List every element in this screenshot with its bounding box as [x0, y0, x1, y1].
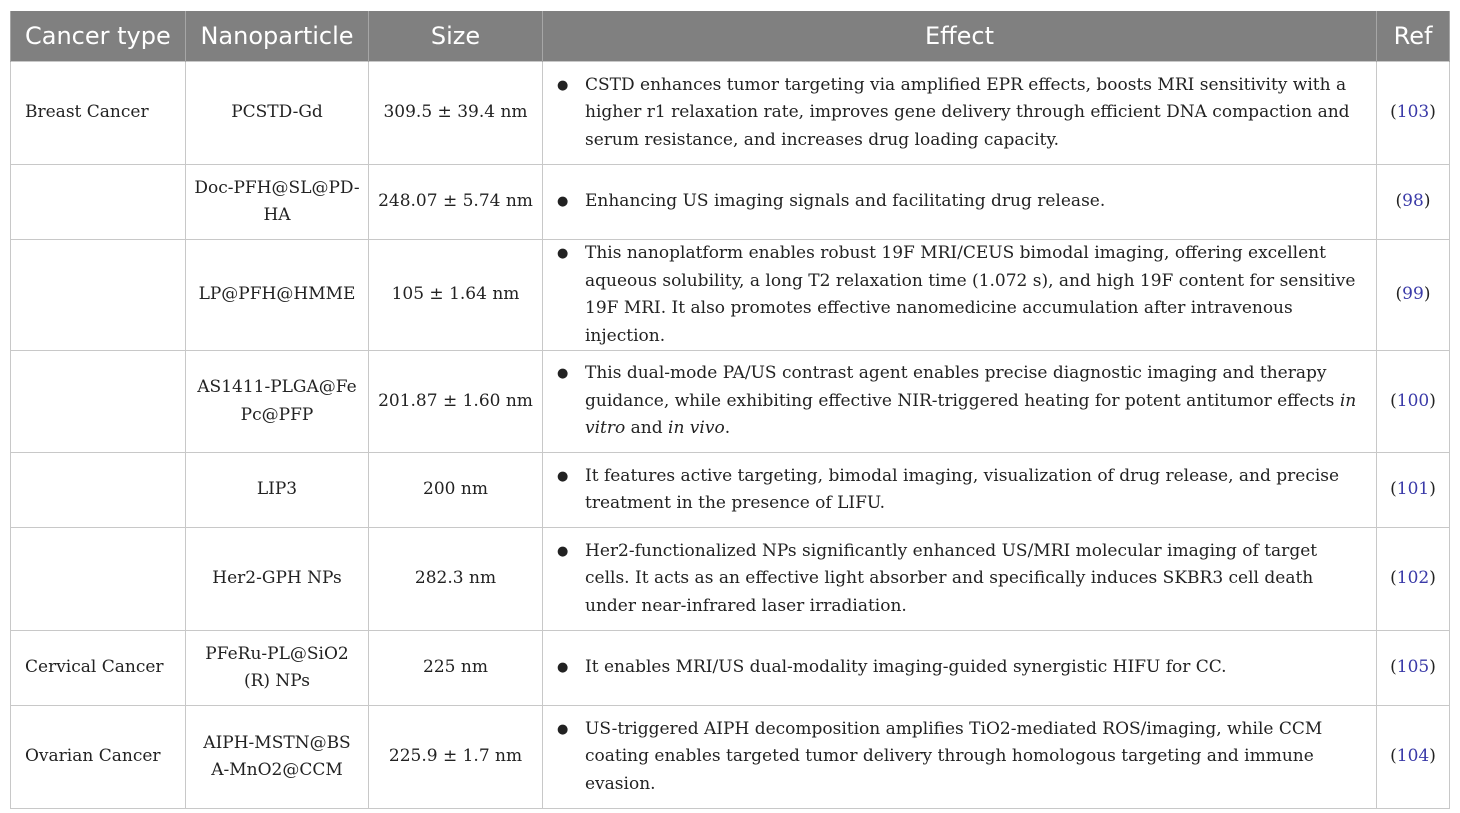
- nanoparticle-text: AS1411-PLGA@FePc@PFP: [197, 377, 357, 425]
- header-cancer-type: Cancer type: [11, 11, 186, 62]
- nanoparticle-text: PFeRu-PL@SiO2 (R) NPs: [205, 643, 349, 691]
- effect-text-part: and: [625, 418, 669, 439]
- effect-cell: [543, 706, 1377, 809]
- table-row: [11, 165, 1450, 240]
- cancer-type-cell: Cervical Cancer: [11, 631, 186, 706]
- nanoparticle-cell: [186, 351, 369, 453]
- effect-text: Her2-functionalized NPs significantly enhanced US/MRI molecular imaging of target cells. It acts as an effective light absorber and specifically induces SKBR3 cell death under near-infrared laser irradiation.: [585, 540, 1318, 616]
- bullet-icon: ●: [557, 721, 569, 737]
- effect-cell: [543, 165, 1377, 240]
- ref-link[interactable]: 100: [1396, 390, 1430, 411]
- effect-text: Enhancing US imaging signals and facilitating drug release.: [585, 191, 1106, 212]
- nanoparticle-cell: PCSTD-Gd: [186, 62, 369, 165]
- effect-cell: [543, 351, 1377, 453]
- effect-text: This nanoplatform enables robust 19F MRI/CEUS bimodal imaging, offering excellent aqueous solubility, a long T2 relaxation time (1.072 s), and high 19F content for sensitive 19F MRI. It also promotes effective nanomedicine accumulation after intravenous injection.: [585, 243, 1356, 346]
- size-cell: 200 nm: [369, 453, 543, 528]
- ref-link[interactable]: 105: [1396, 657, 1430, 678]
- effect-text: [585, 360, 1362, 443]
- effect-cell: [543, 453, 1377, 528]
- ref-cell: (105): [1377, 631, 1450, 706]
- effect-text-italic: in vitro: [585, 390, 1357, 439]
- nanoparticle-cell: [186, 631, 369, 706]
- ref-link[interactable]: 101: [1396, 479, 1430, 500]
- nanoparticle-text: AIPH-MSTN@BSA-MnO2@CCM: [203, 732, 351, 780]
- bullet-icon: ●: [557, 194, 569, 210]
- nanoparticle-cell: [186, 165, 369, 240]
- ref-link[interactable]: 98: [1402, 191, 1424, 212]
- effect-text: It features active targeting, bimodal imaging, visualization of drug release, and precise treatment in the presence of LIFU.: [585, 465, 1340, 513]
- size-cell: 105 ± 1.64 nm: [369, 240, 543, 351]
- effect-cell: [543, 240, 1377, 351]
- nanoparticle-cell: [186, 706, 369, 809]
- nanoparticle-cell: Her2-GPH NPs: [186, 528, 369, 631]
- header-ref: Ref: [1377, 11, 1450, 62]
- effect-text: CSTD enhances tumor targeting via amplified EPR effects, boosts MRI sensitivity with a higher r1 relaxation rate, improves gene delivery through efficient DNA compaction and serum resistance, and increases drug loading capacity.: [585, 74, 1350, 150]
- effect-text-part: This dual-mode PA/US contrast agent enables precise diagnostic imaging and therapy guidance, while exhibiting effective NIR-triggered heating for potent antitumor effects: [585, 363, 1340, 411]
- ref-cell: (103): [1377, 62, 1450, 165]
- table-row: [11, 240, 1450, 351]
- header-row: [11, 11, 1450, 62]
- size-cell: 248.07 ± 5.74 nm: [369, 165, 543, 240]
- table-row: [11, 62, 1450, 165]
- cancer-type-cell: Ovarian Cancer: [11, 706, 186, 809]
- size-cell: 225.9 ± 1.7 nm: [369, 706, 543, 809]
- size-cell: 201.87 ± 1.60 nm: [369, 351, 543, 453]
- bullet-icon: ●: [557, 468, 569, 484]
- ref-cell: (98): [1377, 165, 1450, 240]
- ref-link[interactable]: 102: [1396, 568, 1430, 589]
- effect-text: US-triggered AIPH decomposition amplifies TiO2-mediated ROS/imaging, while CCM coating enables targeted tumor delivery through homologous targeting and immune evasion.: [585, 718, 1323, 794]
- cancer-type-cell: [11, 240, 186, 351]
- ref-link[interactable]: 104: [1396, 746, 1430, 767]
- table-row: [11, 528, 1450, 631]
- table-container: [10, 11, 1449, 809]
- bullet-icon: ●: [557, 246, 569, 261]
- ref-cell: (99): [1377, 240, 1450, 351]
- nanoparticle-cell: LIP3: [186, 453, 369, 528]
- effect-cell: [543, 62, 1377, 165]
- effect-text-italic: in vivo: [668, 418, 725, 439]
- header-nanoparticle: Nanoparticle: [186, 11, 369, 62]
- nanoparticle-text: Doc-PFH@SL@PD-HA: [194, 177, 360, 225]
- ref-cell: (102): [1377, 528, 1450, 631]
- header-effect: Effect: [543, 11, 1377, 62]
- cancer-type-cell: [11, 351, 186, 453]
- size-cell: 282.3 nm: [369, 528, 543, 631]
- bullet-icon: ●: [557, 366, 569, 382]
- cancer-type-cell: [11, 165, 186, 240]
- ref-cell: (101): [1377, 453, 1450, 528]
- effect-cell: [543, 528, 1377, 631]
- header-size: Size: [369, 11, 543, 62]
- table-row: [11, 453, 1450, 528]
- ref-cell: (104): [1377, 706, 1450, 809]
- effect-text: It enables MRI/US dual-modality imaging-guided synergistic HIFU for CC.: [585, 657, 1227, 678]
- nanoparticle-cell: LP@PFH@HMME: [186, 240, 369, 351]
- ref-cell: (100): [1377, 351, 1450, 453]
- ref-link[interactable]: 103: [1396, 102, 1430, 123]
- table-row: [11, 631, 1450, 706]
- size-cell: 225 nm: [369, 631, 543, 706]
- bullet-icon: ●: [557, 77, 569, 93]
- ref-link[interactable]: 99: [1402, 284, 1424, 305]
- bullet-icon: ●: [557, 543, 569, 559]
- nanoparticle-table: [10, 11, 1450, 809]
- cancer-type-cell: [11, 528, 186, 631]
- cancer-type-cell: [11, 453, 186, 528]
- size-cell: 309.5 ± 39.4 nm: [369, 62, 543, 165]
- cancer-type-cell: Breast Cancer: [11, 62, 186, 165]
- effect-cell: [543, 631, 1377, 706]
- effect-text-part: .: [724, 418, 731, 439]
- table-row: [11, 351, 1450, 453]
- bullet-icon: ●: [557, 660, 569, 676]
- table-row: [11, 706, 1450, 809]
